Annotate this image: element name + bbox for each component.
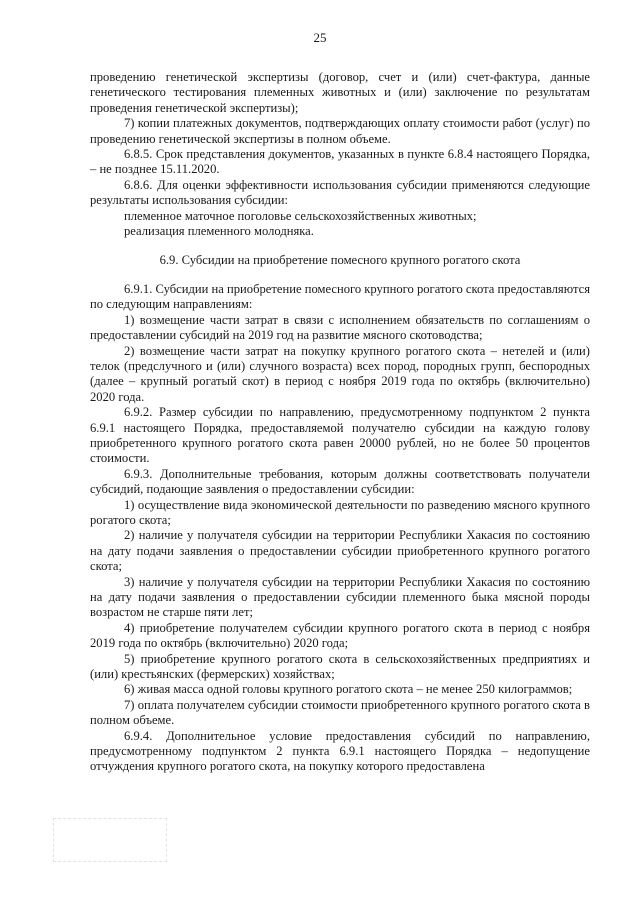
paragraph: племенное маточное поголовье сельскохозяйственных животных; — [124, 208, 477, 223]
paragraph: 7) оплата получателем субсидии стоимости приобретенного крупного рогатого скота в полном объеме. — [90, 697, 590, 728]
paragraph: 2) возмещение части затрат на покупку крупного рогатого скота – нетелей и (или) телок (предслучного и (или) случного возраста) всех пород, породных групп, беспородных (далее – крупный рогатый скот) в период с ноября 2019 года по октябрь (включительно) 2020 года. — [90, 343, 590, 404]
paragraph: 1) осуществление вида экономической деятельности по разведению мясного крупного рогатого скота; — [90, 497, 590, 527]
paragraph: 7) копии платежных документов, подтверждающих оплату стоимости работ (услуг) по проведению генетической экспертизы в полном объеме. — [90, 116, 590, 146]
paragraph: 6.8.6. Для оценки эффективности использования субсидии применяются следующие результаты использования субсидии: — [90, 177, 590, 208]
paragraph: 6.9.3. Дополнительные требования, которым должны соответствовать получатели субсидий, подающие заявления о предоставлении субсидии: — [90, 466, 590, 497]
paragraph: 4) приобретение получателем субсидии крупного рогатого скота в период с ноября 2019 года по октябрь (включительно) 2020 года; — [90, 620, 590, 651]
paragraph: 6.9.1. Субсидии на приобретение помесного крупного рогатого скота предоставляются по следующим направлениям: — [90, 281, 590, 312]
section-heading: 6.9. Субсидии на приобретение помесного крупного рогатого скота — [159, 253, 521, 268]
document-body — [90, 70, 590, 775]
paragraph: 6.8.5. Срок представления документов, указанных в пункте 6.8.4 настоящего Порядка, – не позднее 15.11.2020. — [90, 147, 590, 177]
paragraph: 1) возмещение части затрат в связи с исполнением обязательств по соглашениям о предоставлении субсидий на 2019 год на развитие мясного скотоводства; — [90, 312, 590, 343]
paragraph: проведению генетической экспертизы (договор, счет и (или) счет-фактура, данные генетического тестирования племенных животных и (или) заключение по результатам проведения генетической экспертизы); — [90, 70, 590, 115]
paragraph: 2) наличие у получателя субсидии на территории Республики Хакасия по состоянию на дату подачи заявления о предоставлении субсидии приобретенного крупного рогатого скота; — [90, 528, 590, 574]
page-number: 25 — [313, 30, 327, 45]
scan-stamp-mark — [53, 818, 167, 862]
paragraph: 6.9.2. Размер субсидии по направлению, предусмотренному подпунктом 2 пункта 6.9.1 настоящего Порядка, предоставляемой получателю субсидии на каждую голову приобретенного крупного рогатого скота равен 20000 рублей, но не более 50 процентов стоимости. — [90, 405, 590, 466]
paragraph: 6.9.4. Дополнительное условие предоставления субсидий по направлению, предусмотренному подпунктом 2 пункта 6.9.1 настоящего Порядка – недопущение отчуждения крупного рогатого скота, на покупку которого предоставлена — [90, 728, 590, 774]
paragraph: 3) наличие у получателя субсидии на территории Республики Хакасия по состоянию на дату подачи заявления о предоставлении субсидии племенного быка мясной породы возрастом не старше пяти лет; — [90, 574, 590, 620]
paragraph: реализация племенного молодняка. — [124, 224, 314, 239]
paragraph: 6) живая масса одной головы крупного рогатого скота – не менее 250 килограммов; — [124, 682, 573, 697]
paragraph: 5) приобретение крупного рогатого скота в сельскохозяйственных предприятиях и (или) крестьянских (фермерских) хозяйствах; — [90, 651, 590, 682]
